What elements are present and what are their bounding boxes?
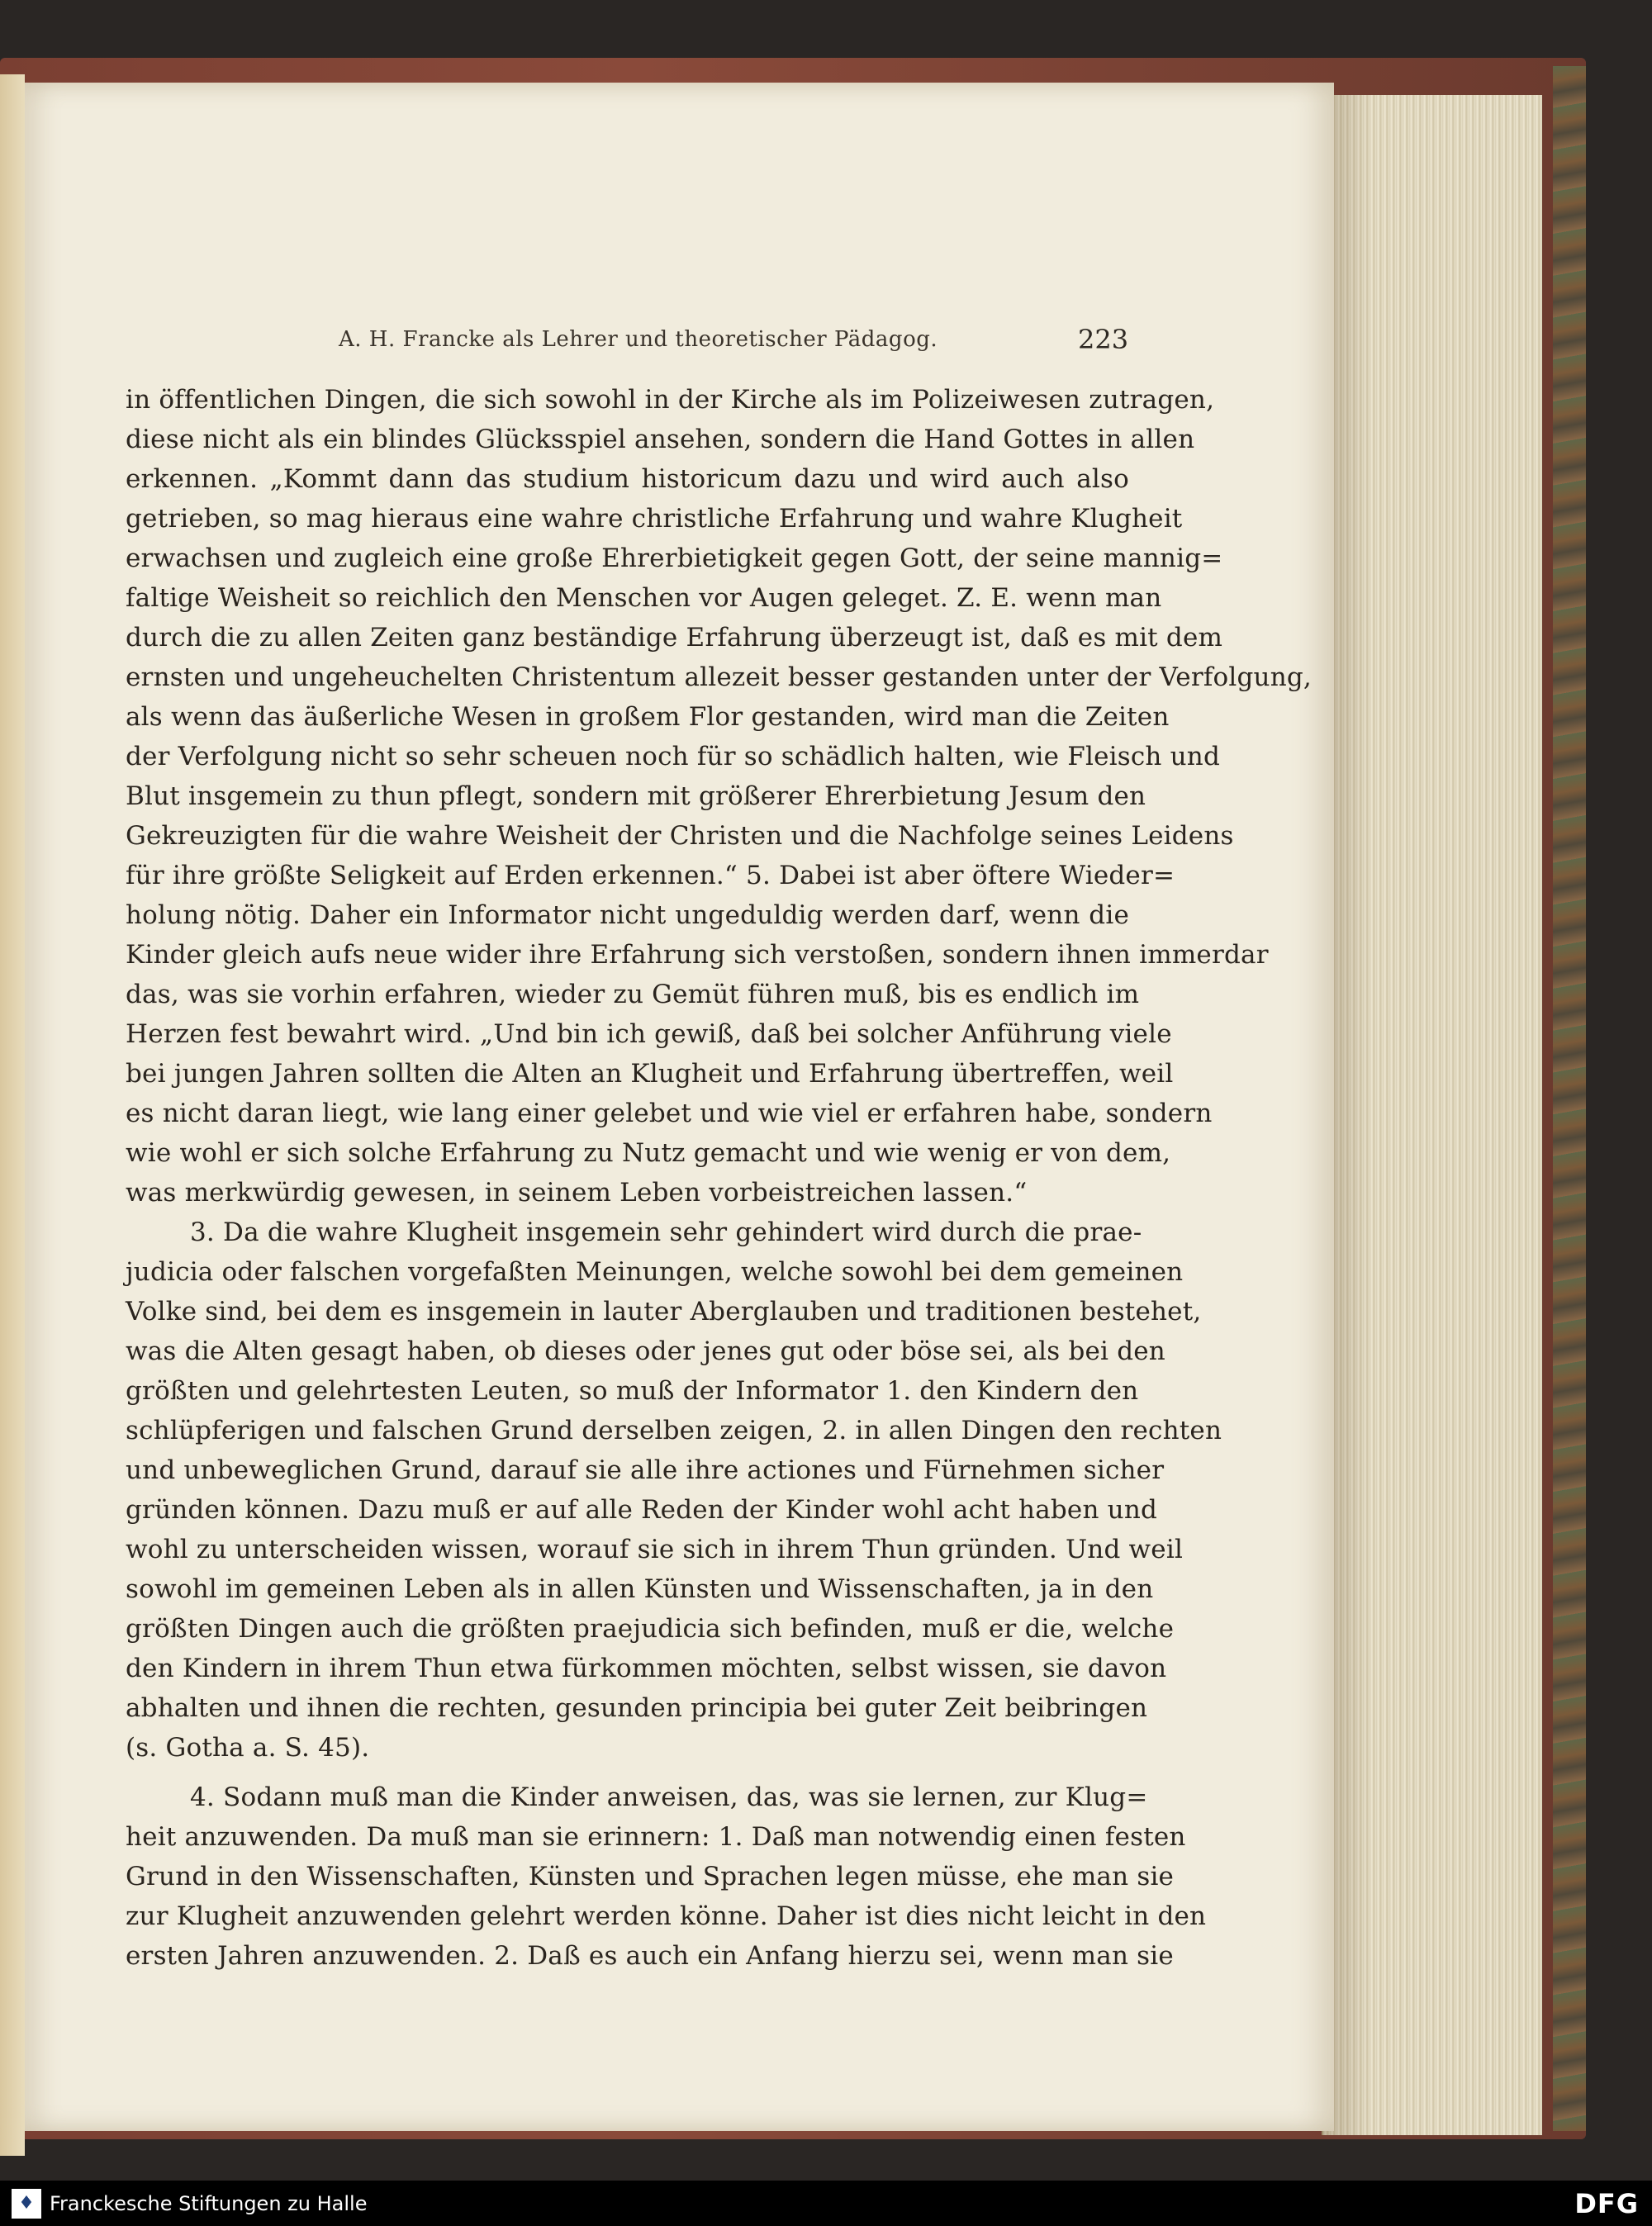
text-line: wohl zu unterscheiden wissen, worauf sie sich in ihrem Thun gründen. Und weil (126, 1535, 1184, 1564)
text-line: abhalten und ihnen die rechten, gesunden principia bei guter Zeit beibringen (126, 1693, 1148, 1723)
text-line: ernsten und ungeheuchelten Christentum allezeit besser gestanden unter der Verfolgung, (126, 662, 1312, 692)
text-line: das, was sie vorhin erfahren, wieder zu Gemüt führen muß, bis es endlich im (126, 980, 1140, 1009)
text-line: für ihre größte Seligkeit auf Erden erkennen.“ 5. Dabei ist aber öftere Wieder= (126, 861, 1175, 890)
text-line: erkennen. „Kommt dann das studium historicum dazu und wird auch also (126, 464, 1129, 494)
text-line: schlüpferigen und falschen Grund derselben zeigen, 2. in allen Dingen den rechten (126, 1416, 1222, 1445)
text-line: erwachsen und zugleich eine große Ehrerbietigkeit gegen Gott, der seine mannig= (126, 543, 1223, 573)
text-line: Blut insgemein zu thun pflegt, sondern mit größerer Ehrerbietung Jesum den (126, 781, 1146, 811)
book-page (25, 83, 1334, 2131)
book-cover-marbled-edge (1553, 66, 1586, 2131)
text-line: Grund in den Wissenschaften, Künsten und Sprachen legen müsse, ehe man sie (126, 1862, 1175, 1891)
text-line: Herzen fest bewahrt wird. „Und bin ich gewiß, daß bei solcher Anführung viele (126, 1019, 1172, 1049)
viewer-footer (0, 2181, 1652, 2226)
text-line: diese nicht als ein blindes Glücksspiel ansehen, sondern die Hand Gottes in allen (126, 425, 1195, 454)
text-line: bei jungen Jahren sollten die Alten an Klugheit und Erfahrung übertreffen, weil (126, 1059, 1174, 1089)
text-line: Kinder gleich aufs neue wider ihre Erfahrung sich verstoßen, sondern ihnen immerdar (126, 940, 1269, 970)
text-line: 4. Sodann muß man die Kinder anweisen, das, was sie lernen, zur Klug= (190, 1782, 1148, 1812)
text-line: getrieben, so mag hieraus eine wahre christliche Erfahrung und wahre Klugheit (126, 504, 1183, 534)
dfg-logo: DFG (1574, 2188, 1639, 2219)
text-line: größten und gelehrtesten Leuten, so muß der Informator 1. den Kindern den (126, 1376, 1139, 1406)
text-line: (s. Gotha a. S. 45). (126, 1733, 370, 1763)
text-line: durch die zu allen Zeiten ganz beständige Erfahrung überzeugt ist, daß es mit dem (126, 623, 1223, 653)
running-title: A. H. Francke als Lehrer und theoretischer Pädagog. (339, 327, 938, 352)
previous-page-edge (0, 74, 25, 2156)
text-line: als wenn das äußerliche Wesen in großem Flor gestanden, wird man die Zeiten (126, 702, 1170, 732)
text-line: heit anzuwenden. Da muß man sie erinnern: 1. Daß man notwendig einen festen (126, 1822, 1186, 1852)
francke-foundation-logo-icon: ♦ (12, 2189, 41, 2219)
text-line: holung nötig. Daher ein Informator nicht ungeduldig werden darf, wenn die (126, 900, 1129, 930)
text-line: zur Klugheit anzuwenden gelehrt werden könne. Daher ist dies nicht leicht in den (126, 1901, 1207, 1931)
text-line: wie wohl er sich solche Erfahrung zu Nutz gemacht und wie wenig er von dem, (126, 1138, 1171, 1168)
institution-name: Franckesche Stiftungen zu Halle (50, 2192, 368, 2215)
text-line: faltige Weisheit so reichlich den Menschen vor Augen geleget. Z. E. wenn man (126, 583, 1162, 613)
text-line: der Verfolgung nicht so sehr scheuen noch für so schädlich halten, wie Fleisch und (126, 742, 1220, 771)
text-line: größten Dingen auch die größten praejudicia sich befinden, muß er die, welche (126, 1614, 1175, 1644)
text-line: es nicht daran liegt, wie lang einer gelebet und wie viel er erfahren habe, sondern (126, 1099, 1213, 1128)
page-number: 223 (1078, 324, 1129, 355)
text-line: Gekreuzigten für die wahre Weisheit der Christen und die Nachfolge seines Leidens (126, 821, 1234, 851)
text-line: was die Alten gesagt haben, ob dieses oder jenes gut oder böse sei, als bei den (126, 1336, 1165, 1366)
text-line: was merkwürdig gewesen, in seinem Leben vorbeistreichen lassen.“ (126, 1178, 1028, 1208)
text-line: den Kindern in ihrem Thun etwa fürkommen möchten, selbst wissen, sie davon (126, 1654, 1167, 1683)
text-line: Volke sind, bei dem es insgemein in lauter Aberglauben und traditionen bestehet, (126, 1297, 1202, 1327)
text-line: in öffentlichen Dingen, die sich sowohl in der Kirche als im Polizeiwesen zutragen, (126, 385, 1215, 415)
text-line: und unbeweglichen Grund, darauf sie alle ihre actiones und Fürnehmen sicher (126, 1455, 1165, 1485)
text-line: sowohl im gemeinen Leben als in allen Künsten und Wissenschaften, ja in den (126, 1574, 1154, 1604)
text-line: gründen können. Dazu muß er auf alle Reden der Kinder wohl acht haben und (126, 1495, 1158, 1525)
text-line: judicia oder falschen vorgefaßten Meinungen, welche sowohl bei dem gemeinen (126, 1257, 1184, 1287)
text-line: 3. Da die wahre Klugheit insgemein sehr gehindert wird durch die prae- (190, 1217, 1142, 1247)
text-line: ersten Jahren anzuwenden. 2. Daß es auch ein Anfang hierzu sei, wenn man sie (126, 1941, 1174, 1971)
